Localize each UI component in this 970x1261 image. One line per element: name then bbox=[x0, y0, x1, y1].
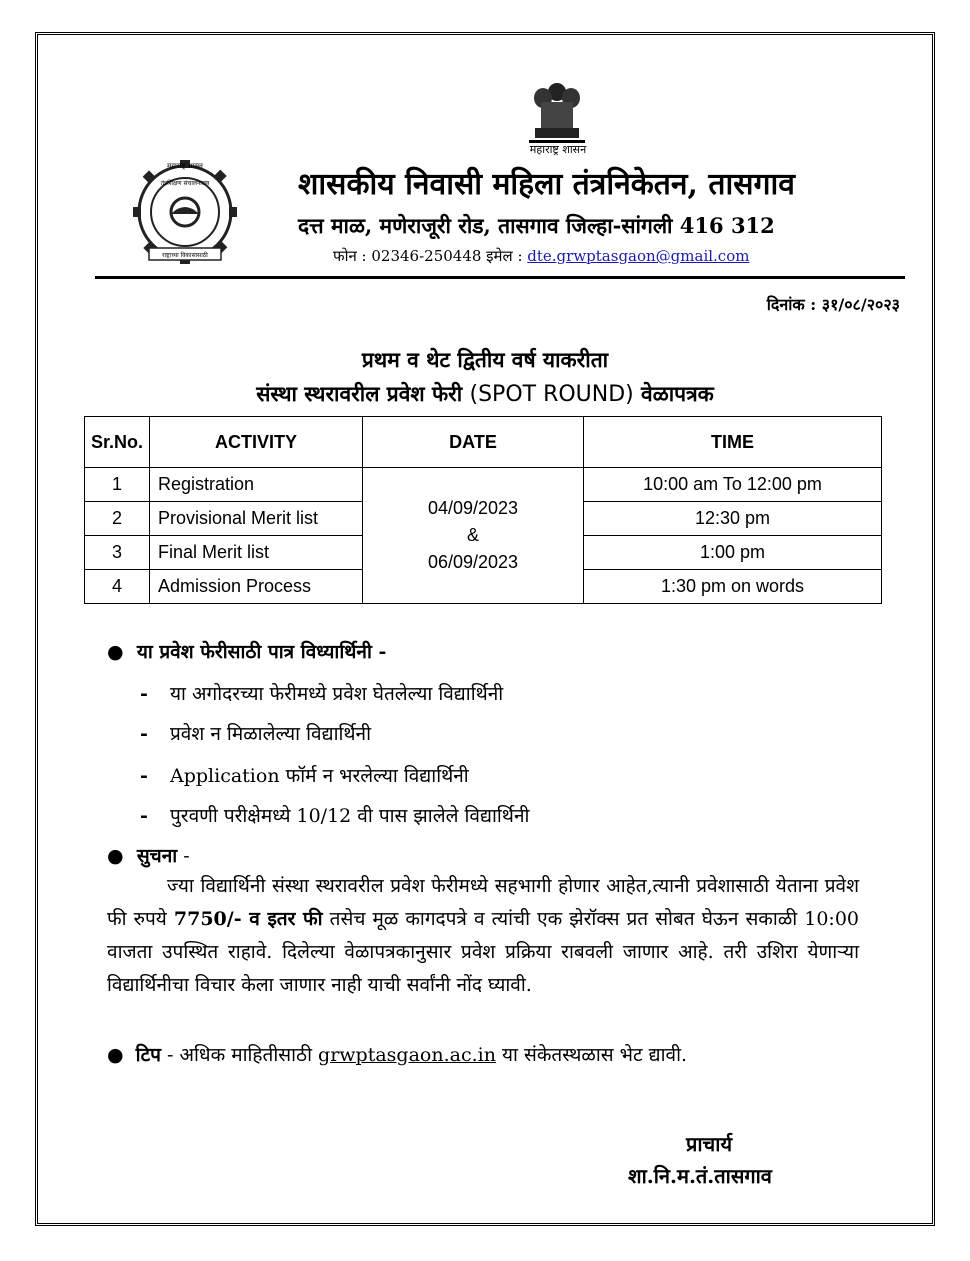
eligibility-heading bbox=[107, 638, 386, 664]
signatory-org: शा.नि.म.तं.तासगाव bbox=[628, 1164, 772, 1188]
list-item-text: प्रवेश न मिळालेल्या विद्यार्थिनी bbox=[170, 723, 372, 745]
notice-heading-text: सुचना bbox=[136, 845, 178, 867]
list-item bbox=[140, 720, 371, 746]
list-item bbox=[140, 802, 529, 828]
tip-sep: - bbox=[160, 1044, 180, 1066]
cell-time: 1:30 pm on words bbox=[584, 570, 882, 604]
list-item-text: पुरवणी परीक्षेमध्ये 10/12 वी पास झालेले विद्यार्थिनी bbox=[170, 805, 530, 827]
table-row bbox=[85, 468, 882, 502]
emblem-caption: महाराष्ट्र शासन bbox=[529, 143, 587, 156]
cell-time: 12:30 pm bbox=[584, 502, 882, 536]
cell-activity: Admission Process bbox=[150, 570, 363, 604]
dash-icon: - bbox=[140, 683, 148, 705]
tip-label: टिप bbox=[135, 1044, 161, 1066]
bullet-icon: ● bbox=[107, 1044, 136, 1066]
cell-date bbox=[363, 468, 584, 604]
bullet-icon: ● bbox=[107, 641, 137, 663]
schedule-table bbox=[84, 416, 882, 604]
email-link[interactable]: dte.grwptasgaon@gmail.com bbox=[527, 247, 750, 265]
tip-text-a: अधिक माहितीसाठी bbox=[179, 1044, 319, 1066]
cell-srno: 1 bbox=[85, 468, 150, 502]
cell-srno: 2 bbox=[85, 502, 150, 536]
tip-line bbox=[107, 1041, 687, 1067]
institute-contact bbox=[333, 246, 749, 266]
notice-fee-bold: 7750/- व इतर फी bbox=[173, 908, 323, 930]
table-header-row bbox=[85, 417, 882, 468]
notice-text-b: तसेच मूळ कागदपत्रे व त्यांची एक झेरॉक्स प्रत सोबत घेऊन सकाळी 10:00 वाजता उपस्थित राहावे. दिलेल्या वेळापत्रकानुसार प्रवेश प्रक्रिया राबवली जाणार आहे. तरी उशिरा येणाऱ्या विद्यार्थिनीचा विचार केला जाणार नाही याची सर्वांनी नोंद घ्यावी. bbox=[107, 908, 859, 996]
list-item bbox=[140, 680, 503, 706]
cell-time: 10:00 am To 12:00 pm bbox=[584, 468, 882, 502]
website-link[interactable]: grwptasgaon.ac.in bbox=[318, 1044, 496, 1066]
notice-heading-suffix: - bbox=[177, 845, 190, 867]
col-header-time: TIME bbox=[584, 417, 882, 468]
list-item-text: Application फॉर्म न भरलेल्या विद्यार्थिनी bbox=[170, 765, 469, 787]
page-title-line1: प्रथम व थेट द्वितीय वर्ष याकरीता bbox=[361, 347, 609, 372]
institute-address: दत्त माळ, मणेराजूरी रोड, तासगाव जिल्हा-सांगली 416 312 bbox=[298, 213, 775, 238]
institute-logo-icon bbox=[125, 152, 245, 272]
date-and: & bbox=[466, 525, 479, 545]
header-divider bbox=[95, 276, 905, 279]
bullet-icon: ● bbox=[107, 845, 137, 867]
logo-bottom-text: राष्ट्राच्या विकासासाठी bbox=[162, 252, 208, 259]
page-title-line2 bbox=[0, 380, 970, 408]
dash-icon: - bbox=[140, 765, 148, 787]
date-first: 04/09/2023 bbox=[427, 498, 519, 518]
notice-heading bbox=[107, 842, 190, 868]
cell-time: 1:00 pm bbox=[584, 536, 882, 570]
cell-activity: Provisional Merit list bbox=[150, 502, 363, 536]
col-header-srno: Sr.No. bbox=[85, 417, 150, 468]
list-item-text: या अगोदरच्या फेरीमध्ये प्रवेश घेतलेल्या विद्यार्थिनी bbox=[170, 683, 504, 705]
notice-paragraph bbox=[107, 870, 859, 1002]
list-item bbox=[140, 762, 469, 788]
cell-activity: Registration bbox=[150, 468, 363, 502]
cell-srno: 3 bbox=[85, 536, 150, 570]
title-suffix: वेळापत्रक bbox=[633, 381, 714, 406]
dash-icon: - bbox=[140, 723, 148, 745]
tip-text-b: या संकेतस्थळास भेट द्यावी. bbox=[495, 1044, 688, 1066]
signatory-title: प्राचार्य bbox=[686, 1132, 733, 1156]
logo-ring-text: तंत्रशिक्षण संचालनालय bbox=[160, 180, 210, 187]
eligibility-heading-text: या प्रवेश फेरीसाठी पात्र विध्यार्थिनी - bbox=[136, 641, 387, 663]
cell-srno: 4 bbox=[85, 570, 150, 604]
cell-activity: Final Merit list bbox=[150, 536, 363, 570]
date-second: 06/09/2023 bbox=[427, 552, 519, 572]
logo-top-text: महाराष्ट्र शासन bbox=[167, 162, 203, 170]
title-english: (SPOT ROUND) bbox=[469, 382, 634, 407]
title-prefix: संस्था स्थरावरील प्रवेश फेरी bbox=[256, 381, 470, 406]
notice-date: दिनांक : ३१/०८/२०२३ bbox=[766, 295, 900, 314]
notice-text-a: ज्या विद्यार्थिनी संस्था स्थरावरील प्रवेश फेरीमध्ये सहभागी होणार आहेत,त्यानी प्रवेशासाठी येताना प्रवेश फी रुपये bbox=[107, 875, 859, 930]
col-header-date: DATE bbox=[363, 417, 584, 468]
col-header-activity: ACTIVITY bbox=[150, 417, 363, 468]
dash-icon: - bbox=[140, 805, 148, 827]
institute-name: शासकीय निवासी महिला तंत्रनिकेतन, तासगाव bbox=[298, 167, 795, 202]
contact-prefix: फोन : 02346-250448 इमेल : bbox=[333, 247, 528, 265]
